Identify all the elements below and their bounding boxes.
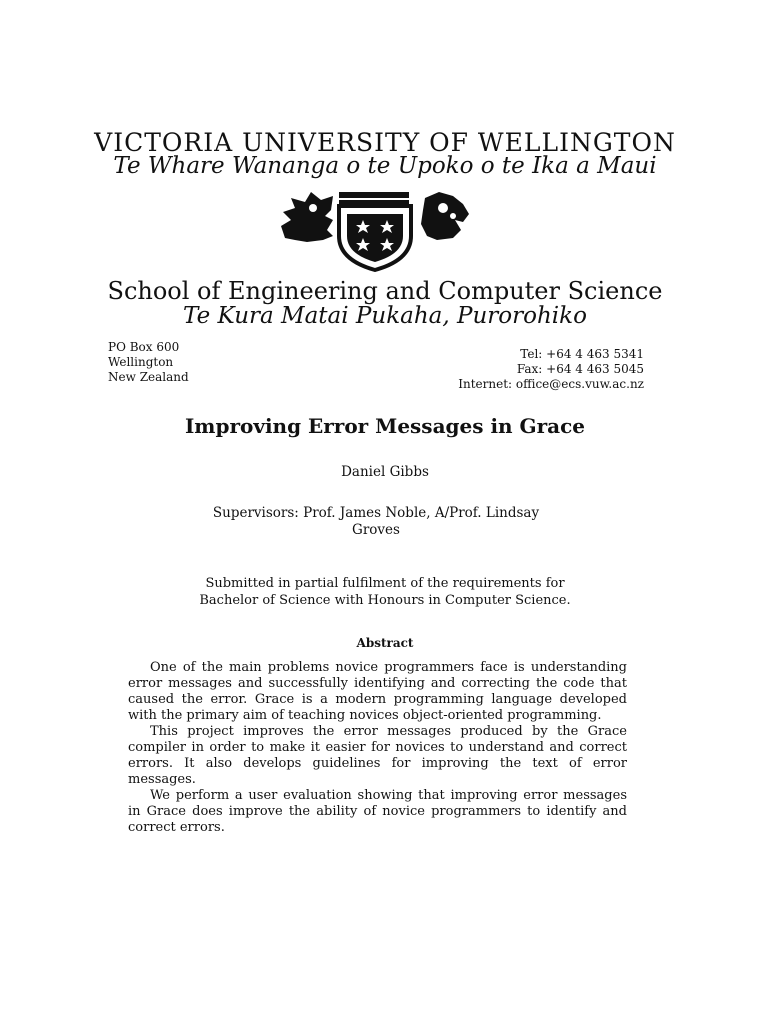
- university-name: VICTORIA UNIVERSITY OF WELLINGTON: [94, 128, 676, 157]
- address-line: New Zealand: [108, 370, 189, 384]
- university-crest-icon: [277, 186, 473, 272]
- internet-email: Internet: office@ecs.vuw.ac.nz: [458, 377, 644, 391]
- telephone: Tel: +64 4 463 5341: [520, 347, 644, 361]
- submission-statement: [0, 575, 770, 609]
- fax: Fax: +64 4 463 5045: [516, 362, 644, 376]
- abstract-paragraph: One of the main problems novice programmers face is understanding error messages and successfully identifying and correcting the code that caused the error. Grace is a modern programming language developed with the primary aim of teaching novices object-oriented programming.: [128, 660, 627, 723]
- abstract-heading: Abstract: [356, 636, 414, 650]
- abstract-paragraph: We perform a user evaluation showing that improving error messages in Grace does improve the ability of novice programmers to identify and correct errors.: [128, 788, 627, 835]
- abstract-body: [128, 660, 627, 836]
- submission-line: Submitted in partial fulfilment of the requirements for: [205, 576, 565, 591]
- abstract-paragraph: This project improves the error messages produced by the Grace compiler in order to make it easier for novices to understand and correct errors. It also develops guidelines for improving the text of error messages.: [128, 724, 627, 787]
- school-maori-name: Te Kura Matai Pukaha, Purorohiko: [183, 303, 587, 329]
- address-line: Wellington: [108, 355, 174, 369]
- author-name: Daniel Gibbs: [341, 464, 429, 480]
- contact-details: [458, 347, 644, 392]
- address-line: PO Box 600: [108, 340, 180, 354]
- postal-address: [108, 340, 189, 385]
- submission-line: Bachelor of Science with Honours in Computer Science.: [199, 593, 571, 608]
- university-maori-name: Te Whare Wananga o te Upoko o te Ika a Maui: [113, 153, 657, 179]
- school-name: School of Engineering and Computer Science: [107, 277, 663, 305]
- supervisors: Supervisors: Prof. James Noble, A/Prof. Lindsay Groves: [212, 505, 540, 538]
- document-title: Improving Error Messages in Grace: [184, 414, 586, 438]
